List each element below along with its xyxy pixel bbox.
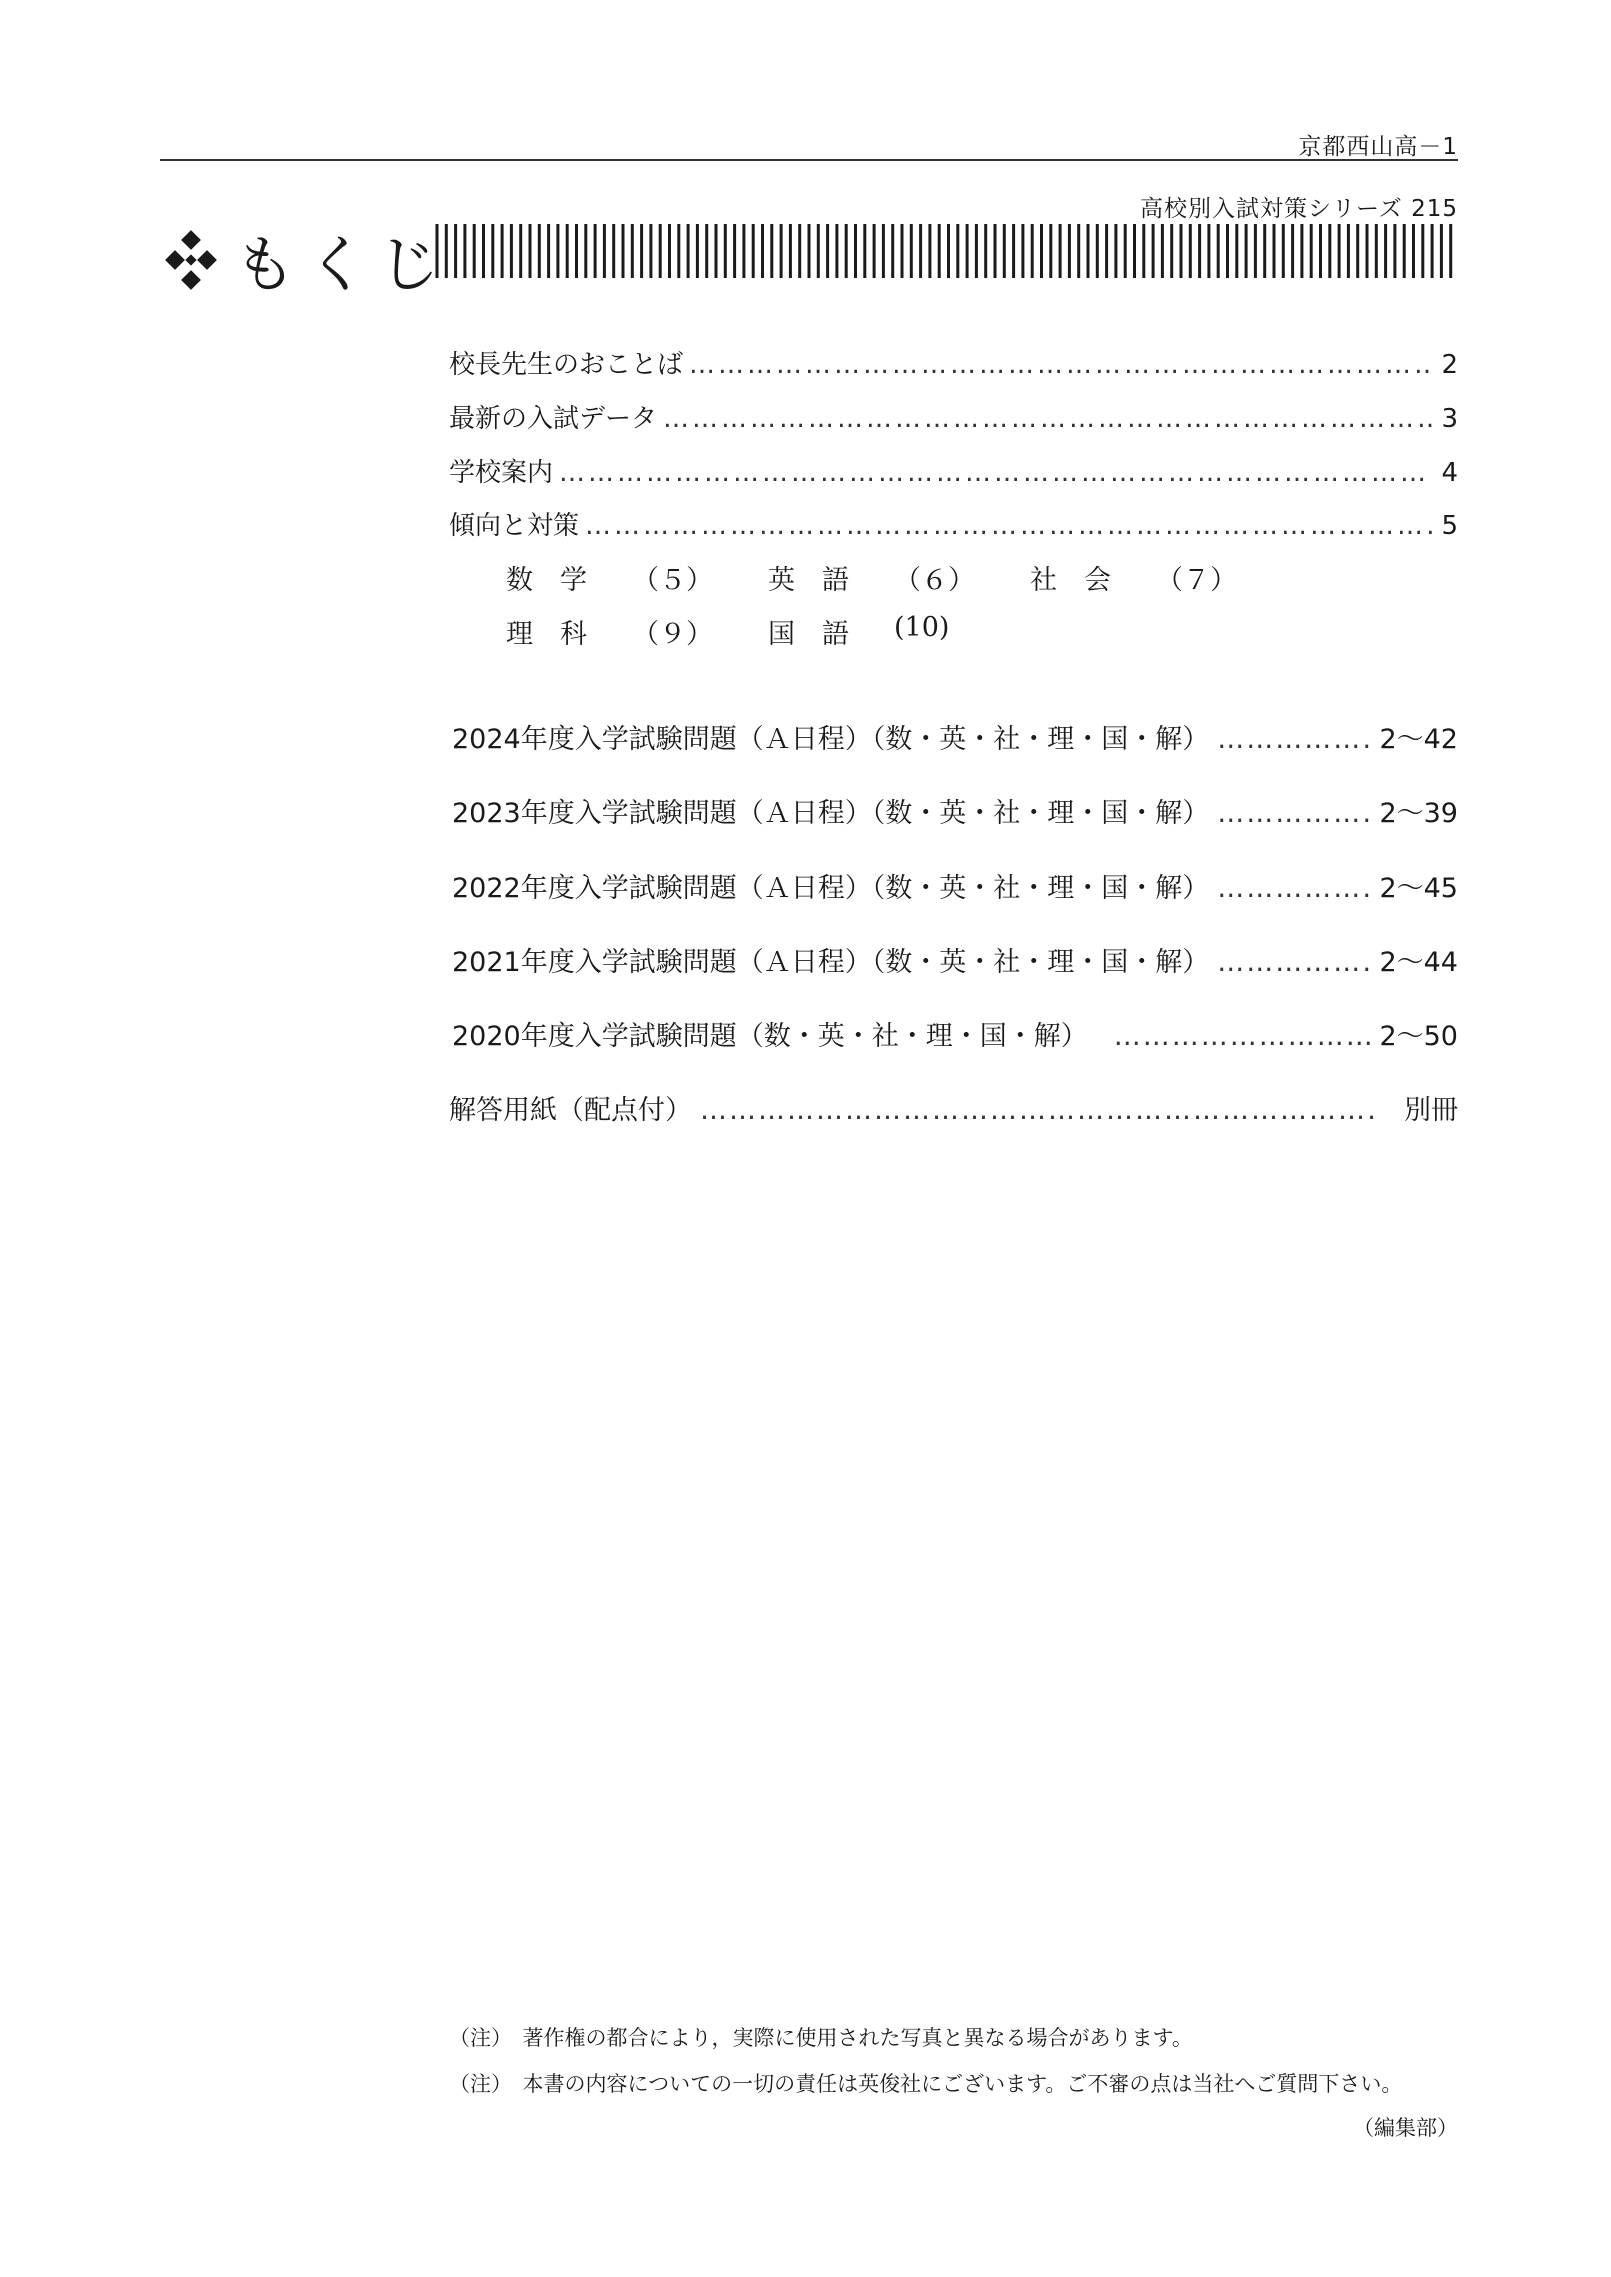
toc-item xyxy=(449,505,1458,542)
toc-item xyxy=(449,344,1458,381)
page-title: もくじ xyxy=(234,228,451,301)
toc-item-page: 5 xyxy=(1441,511,1458,541)
leader-dots xyxy=(1217,724,1371,755)
exam-item-label: 2024年度入学試験問題（Ａ日程）（数・英・社・理・国・解） xyxy=(452,724,1210,755)
exam-item-pages: 2～50 xyxy=(1379,1021,1458,1052)
exam-item xyxy=(452,866,1458,905)
leader-dots xyxy=(1217,873,1371,904)
exam-item xyxy=(452,791,1458,830)
toc-item-page: 2 xyxy=(1441,350,1458,380)
toc-item-label: 最新の入試データ xyxy=(449,404,658,434)
toc-item xyxy=(449,398,1458,435)
leader-dots xyxy=(689,350,1432,380)
toc-item-label: 校長先生のおことば xyxy=(449,350,684,380)
toc-item xyxy=(449,452,1458,489)
toc-item-page: 3 xyxy=(1441,404,1458,434)
exam-item-pages: 2～42 xyxy=(1379,724,1458,755)
exam-item-pages: 2～39 xyxy=(1379,798,1458,829)
exam-item-pages: 別冊 xyxy=(1404,1095,1458,1126)
subject-name: 国 語 xyxy=(768,619,849,650)
subject-page: （６） xyxy=(894,565,975,596)
leader-dots xyxy=(663,404,1432,434)
subject-page: （７） xyxy=(1156,565,1237,596)
contents-heading xyxy=(160,215,450,304)
footnote: （注） 本書の内容についての一切の責任は英俊社にございます。ご不審の点は当社へご質問下さい。 xyxy=(449,2072,1403,2096)
subject-page: （９） xyxy=(632,619,713,650)
exam-item xyxy=(449,1088,1458,1127)
footnote: （注） 著作権の都合により，実際に使用された写真と異なる場合があります。 xyxy=(449,2026,1193,2050)
exam-item-label: 2020年度入学試験問題（数・英・社・理・国・解） xyxy=(452,1021,1088,1052)
subject-page: (10) xyxy=(894,612,950,643)
diamond-ornament-icon xyxy=(160,229,222,291)
leader-dots xyxy=(585,511,1432,541)
series-label: 高校別入試対策シリーズ 215 xyxy=(1139,196,1458,222)
leader-dots xyxy=(1217,798,1371,829)
header-rule xyxy=(160,159,1458,161)
subject-name: 理 科 xyxy=(506,619,587,650)
exam-item-label: 2023年度入学試験問題（Ａ日程）（数・英・社・理・国・解） xyxy=(452,798,1210,829)
title-tick-pattern xyxy=(435,222,1458,280)
exam-item xyxy=(452,717,1458,756)
subject-name: 社 会 xyxy=(1030,565,1111,596)
exam-item xyxy=(452,1014,1458,1053)
subject-name: 数 学 xyxy=(506,565,587,596)
toc-item-label: 傾向と対策 xyxy=(449,511,580,541)
subject-name: 英 語 xyxy=(768,565,849,596)
exam-item xyxy=(452,940,1458,979)
leader-dots xyxy=(559,458,1432,488)
leader-dots xyxy=(1114,1021,1372,1052)
exam-item-pages: 2～44 xyxy=(1379,947,1458,978)
exam-item-pages: 2～45 xyxy=(1379,873,1458,904)
leader-dots xyxy=(1217,947,1371,978)
subject-page: （５） xyxy=(632,565,713,596)
page-code: 京都西山高－1 xyxy=(1298,134,1458,160)
exam-item-label: 解答用紙（配点付） xyxy=(449,1095,692,1126)
toc-item-page: 4 xyxy=(1441,458,1458,488)
editor-credit: （編集部） xyxy=(1353,2116,1458,2140)
toc-item-label: 学校案内 xyxy=(449,458,554,488)
exam-item-label: 2021年度入学試験問題（Ａ日程）（数・英・社・理・国・解） xyxy=(452,947,1210,978)
exam-item-label: 2022年度入学試験問題（Ａ日程）（数・英・社・理・国・解） xyxy=(452,873,1210,904)
leader-dots xyxy=(700,1095,1374,1126)
